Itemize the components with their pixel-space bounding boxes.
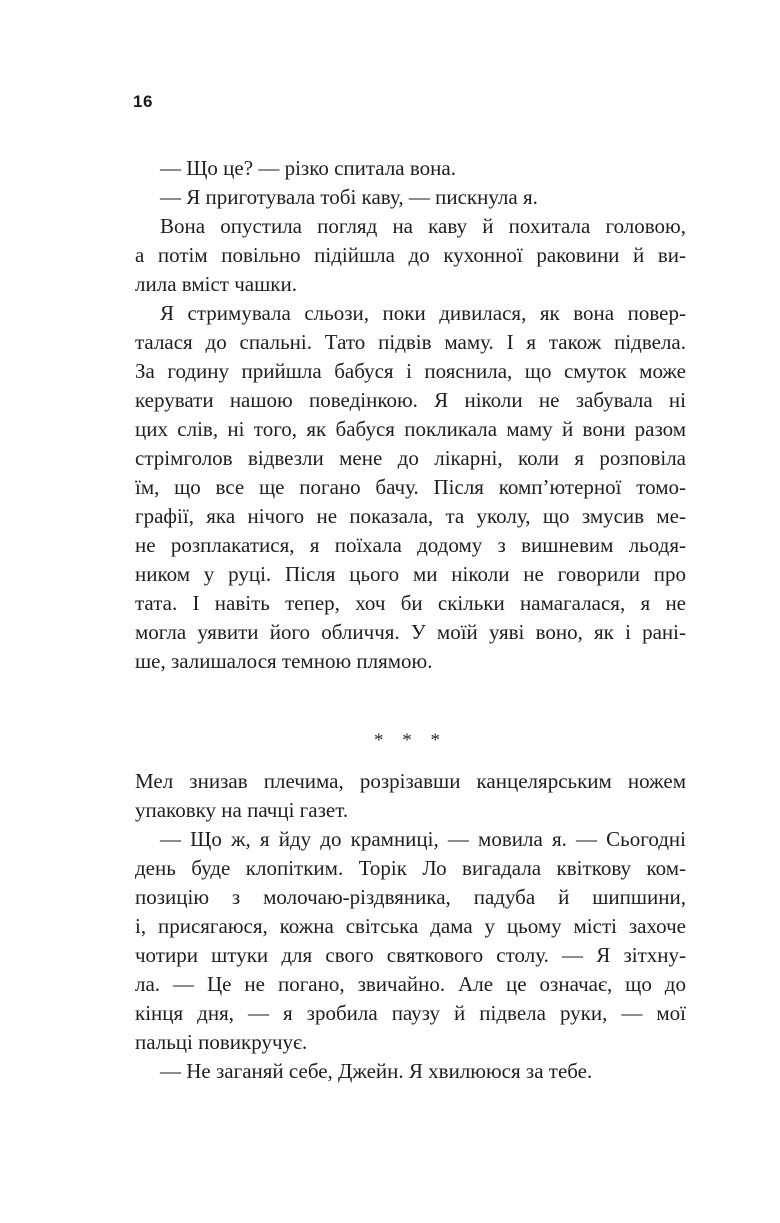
text-line: ла. — Це не погано, звичайно. Але це означає, що до xyxy=(135,972,686,996)
text-line: кінця дня, — я зробила паузу й підвела руки, — мої xyxy=(135,1001,686,1025)
text-line: — Що це? — різко спитала вона. xyxy=(160,156,456,180)
paragraph xyxy=(135,767,686,825)
text-line: талася до спальні. Тато підвів маму. І я також підвела. xyxy=(135,330,686,354)
text-line: — Що ж, я йду до крамниці, — мовила я. — Сьогодні xyxy=(160,827,686,851)
text-line: ше, залишалося темною плямою. xyxy=(135,649,433,673)
text-line: чотири штуки для свого святкового столу. — Я зітхну- xyxy=(135,943,686,967)
paragraph xyxy=(135,299,686,676)
text-line: тата. І навіть тепер, хоч би скільки намагалася, я не xyxy=(135,591,686,615)
scene-1 xyxy=(135,154,686,676)
text-line: — Не заганяй себе, Джейн. Я хвилююся за тебе. xyxy=(160,1059,593,1083)
text-line: Я стримувала сльози, поки дивилася, як вона повер- xyxy=(160,301,686,325)
text-line: лила вміст чашки. xyxy=(135,272,297,296)
paragraph xyxy=(135,1057,686,1086)
text-line: ником у руці. Після цього ми ніколи не говорили про xyxy=(135,562,686,586)
text-line: графії, яка нічого не показала, та уколу, що змусив ме- xyxy=(135,504,686,528)
paragraph xyxy=(135,183,686,212)
text-line: Вона опустила погляд на каву й похитала головою, xyxy=(160,214,686,238)
text-line: а потім повільно підійшла до кухонної раковини й ви- xyxy=(135,243,686,267)
page-content xyxy=(135,154,686,1086)
text-line: Мел знизав плечима, розрізавши канцелярським ножем xyxy=(135,769,686,793)
scene-separator: * * * xyxy=(374,730,447,751)
scene-2 xyxy=(135,767,686,1086)
paragraph xyxy=(135,212,686,299)
text-line: їм, що все ще погано бачу. Після комп’ютерної томо- xyxy=(135,475,686,499)
page-number: 16 xyxy=(133,92,153,111)
text-line: день буде клопітким. Торік Ло вигадала квіткову ком- xyxy=(135,856,686,880)
paragraph xyxy=(135,825,686,1057)
text-line: За годину прийшла бабуся і пояснила, що смуток може xyxy=(135,359,686,383)
text-line: цих слів, ні того, як бабуся покликала маму й вони разом xyxy=(135,417,686,441)
text-line: стрімголов відвезли мене до лікарні, коли я розповіла xyxy=(135,446,686,470)
text-line: не розплакатися, я поїхала додому з вишневим льодя- xyxy=(135,533,686,557)
text-line: упаковку на пачці газет. xyxy=(135,798,349,822)
paragraph xyxy=(135,154,686,183)
text-line: могла уявити його обличчя. У моїй уяві воно, як і рані- xyxy=(135,620,686,644)
text-line: позицію з молочаю-різдвяника, падуба й шипшини, xyxy=(135,885,686,909)
text-line: керувати нашою поведінкою. Я ніколи не забувала ні xyxy=(135,388,686,412)
text-line: — Я приготувала тобі каву, — пискнула я. xyxy=(160,185,538,209)
text-line: і, присягаюся, кожна світська дама у цьому місті захоче xyxy=(135,914,686,938)
text-line: пальці повикручує. xyxy=(135,1030,308,1054)
